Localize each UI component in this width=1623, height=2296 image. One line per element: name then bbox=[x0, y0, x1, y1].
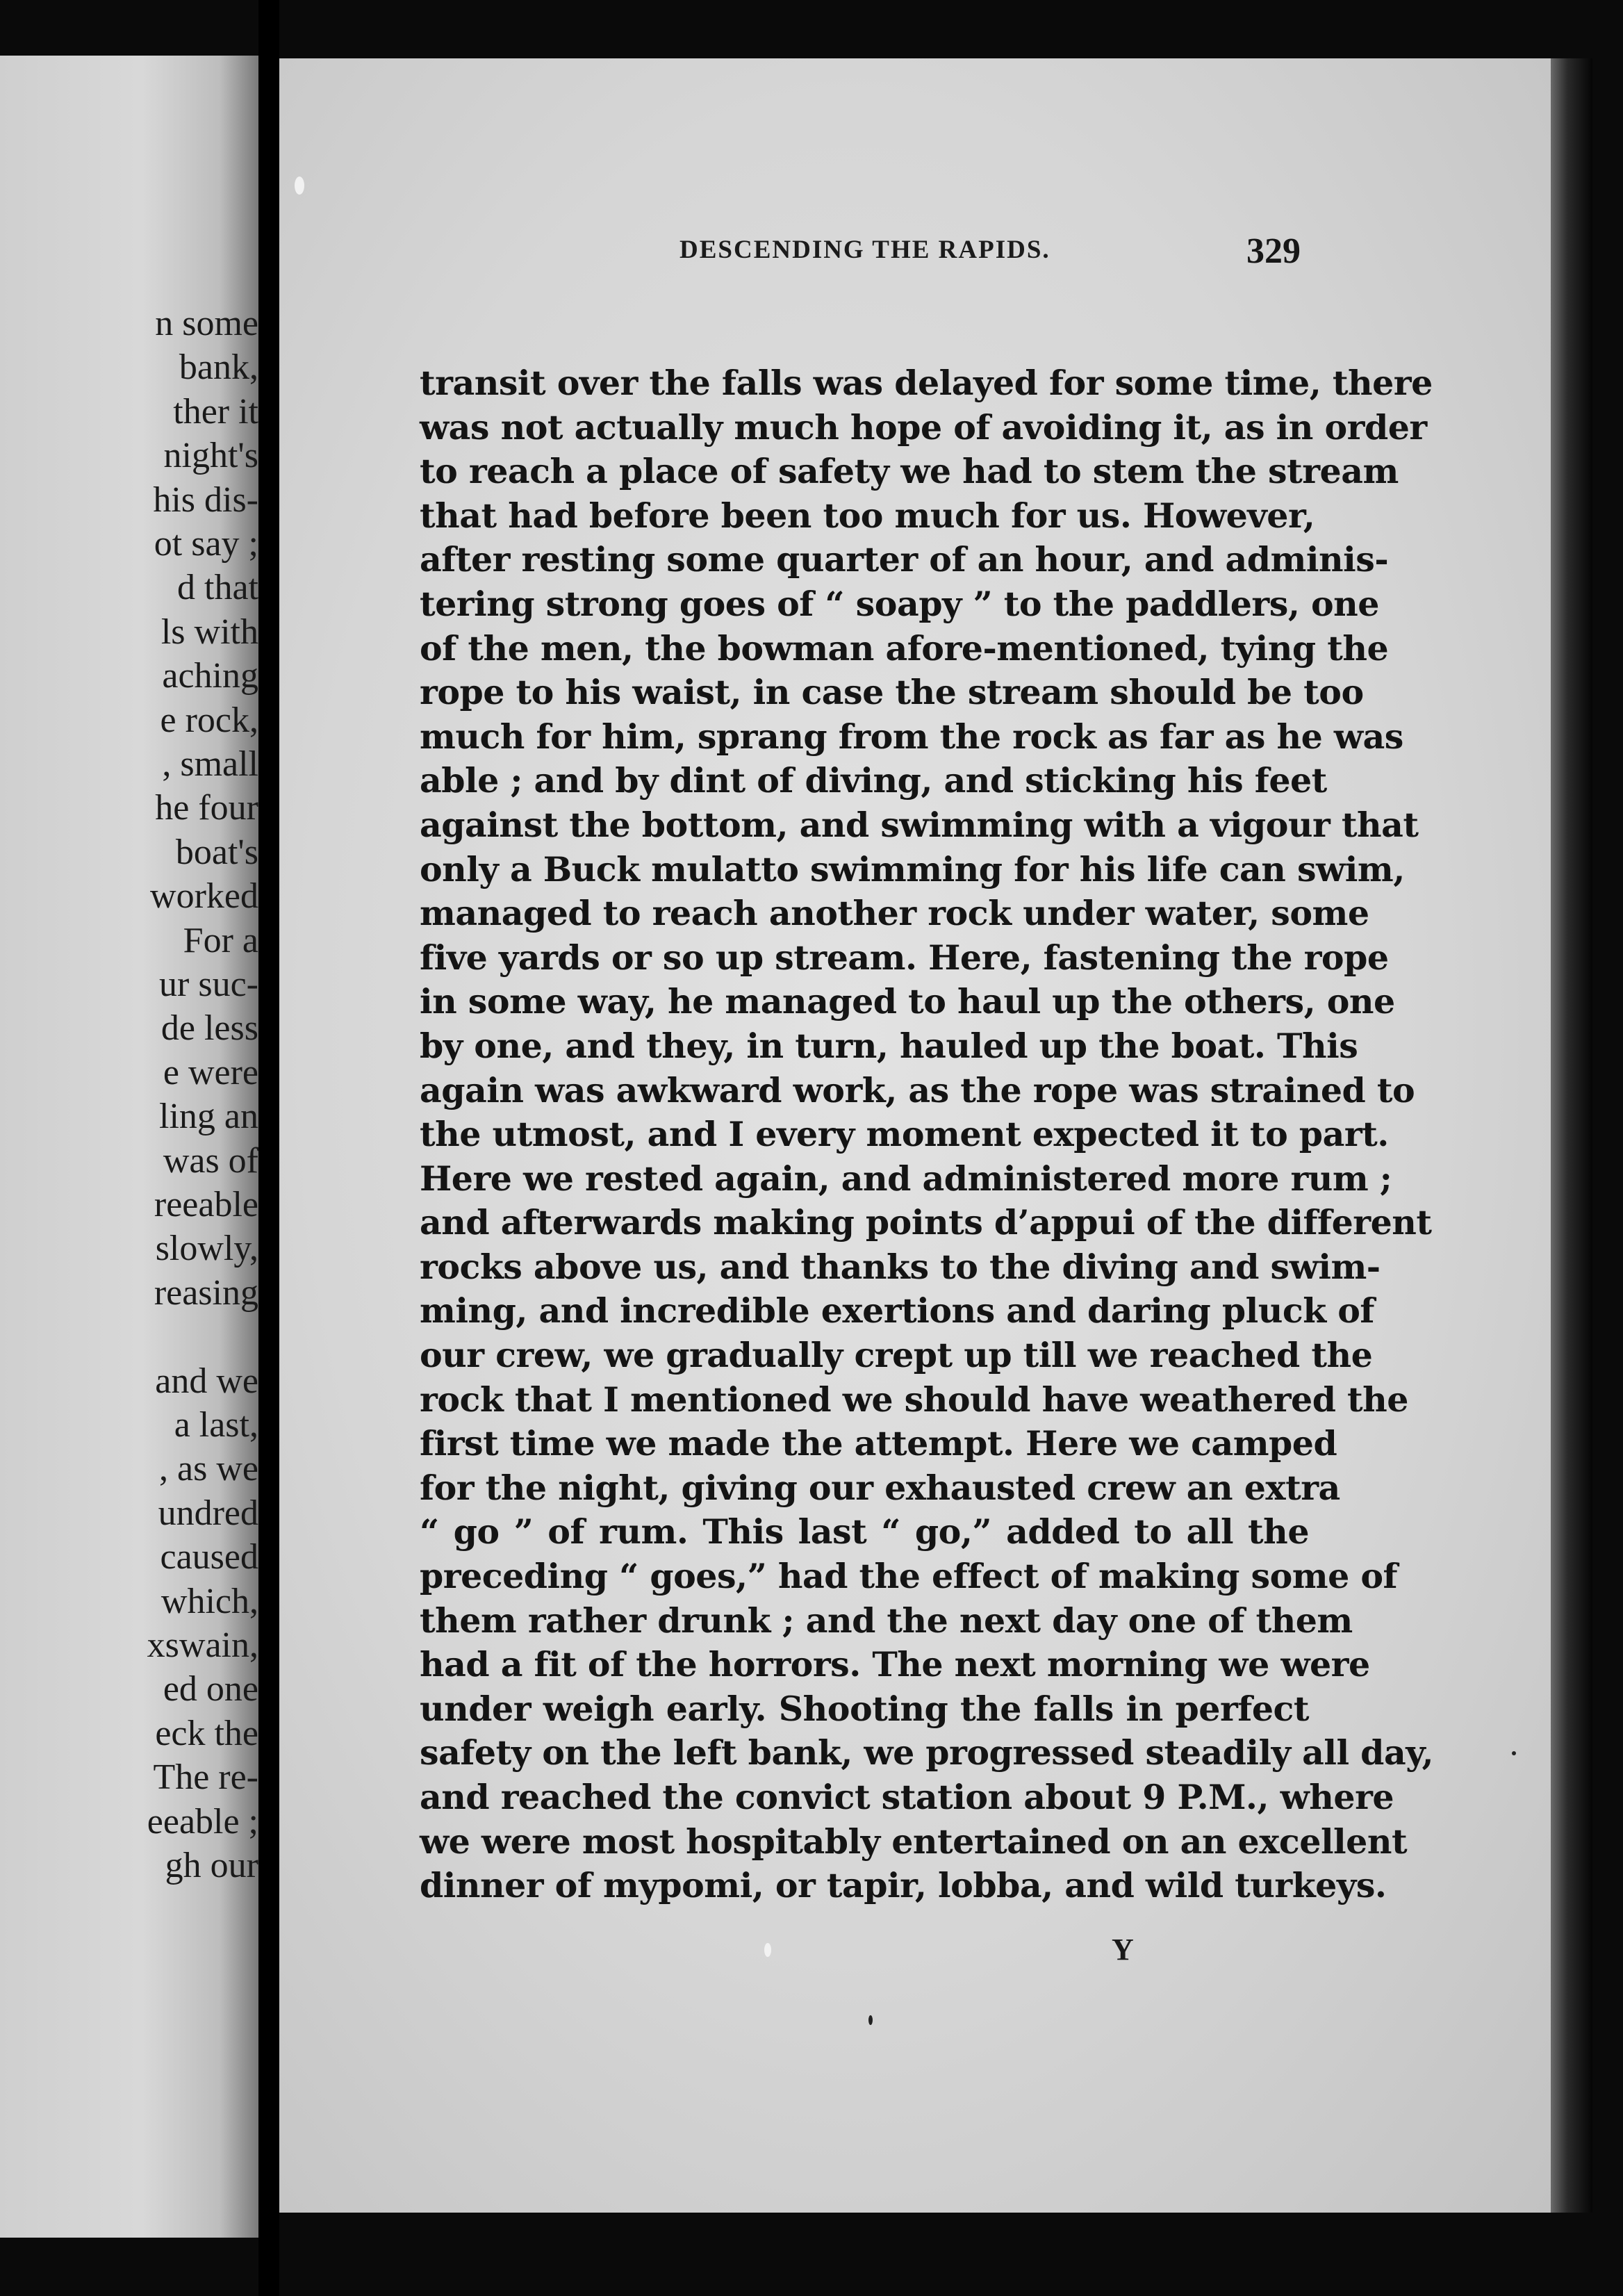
left-page-fragment: d that bbox=[177, 568, 258, 608]
left-page-fragment: which, bbox=[160, 1581, 258, 1621]
right-page-shadow bbox=[1551, 58, 1592, 2213]
body-line: the utmost, and I every moment expected it to part. bbox=[420, 1114, 1389, 1155]
body-line: had a fit of the horrors. The next morning we were bbox=[420, 1644, 1370, 1685]
body-line: dinner of mypomi, or tapir, lobba, and wild turkeys. bbox=[420, 1865, 1387, 1906]
left-page-fragment: ed one bbox=[163, 1669, 258, 1709]
body-line: first time we made the attempt. Here we camped bbox=[420, 1423, 1337, 1464]
left-page-fragment: eck the bbox=[155, 1713, 258, 1753]
left-page-fragment: de less bbox=[160, 1008, 258, 1049]
left-page-fragment: ling an bbox=[159, 1097, 258, 1137]
left-page-fragment: reasing bbox=[154, 1272, 258, 1313]
body-line: managed to reach another rock under water, some bbox=[420, 893, 1369, 934]
body-line: and reached the convict station about 9 P.M., where bbox=[420, 1777, 1394, 1817]
left-page-fragment: he four bbox=[155, 788, 258, 828]
body-line: Here we rested again, and administered more rum ; bbox=[420, 1158, 1392, 1199]
body-line: our crew, we gradually crept up till we reached the bbox=[420, 1335, 1373, 1376]
body-line: after resting some quarter of an hour, and adminis- bbox=[420, 539, 1389, 580]
body-line: able ; and by dint of diving, and sticking his feet bbox=[420, 760, 1327, 801]
body-line: rope to his waist, in case the stream should be too bbox=[420, 672, 1364, 713]
left-page-fragment: slowly, bbox=[155, 1229, 258, 1269]
left-page-fragment: reeable bbox=[154, 1185, 258, 1224]
left-page-fragment: ther it bbox=[173, 391, 258, 432]
body-line: preceding “ goes,” had the effect of making some of bbox=[420, 1556, 1398, 1597]
body-line: safety on the left bank, we progressed steadily all day, bbox=[420, 1732, 1434, 1773]
body-line: was not actually much hope of avoiding it, as in order bbox=[420, 407, 1427, 448]
left-page-fragment: ls with bbox=[160, 612, 258, 652]
body-line: that had before been too much for us. However, bbox=[420, 495, 1315, 536]
left-page-fragment: worked bbox=[150, 876, 258, 917]
left-page-fragment: xswain, bbox=[147, 1625, 258, 1665]
left-page-fragment: e were bbox=[163, 1052, 258, 1092]
body-line: and afterwards making points d’appui of the different bbox=[420, 1202, 1432, 1243]
left-page-fragment: ot say ; bbox=[154, 524, 258, 564]
body-line: “ go ” of rum. This last “ go,” added to all the bbox=[420, 1511, 1309, 1552]
body-line: under weigh early. Shooting the falls in perfect bbox=[420, 1688, 1309, 1729]
scan-speck bbox=[1512, 1751, 1516, 1755]
body-line: rock that I mentioned we should have weathered the bbox=[420, 1379, 1408, 1420]
left-page-fragment: caused bbox=[160, 1537, 258, 1577]
body-line: transit over the falls was delayed for some time, there bbox=[420, 363, 1433, 403]
body-line: rocks above us, and thanks to the diving and swim- bbox=[420, 1246, 1381, 1287]
body-line: of the men, the bowman afore-mentioned, tying the bbox=[420, 628, 1389, 669]
body-line: five yards or so up stream. Here, fastening the rope bbox=[420, 937, 1389, 978]
left-page-fragment: bank, bbox=[179, 347, 258, 388]
left-page-fragment: and we bbox=[155, 1361, 258, 1401]
body-line: against the bottom, and swimming with a vigour that bbox=[420, 804, 1419, 845]
body-line: them rather drunk ; and the next day one of them bbox=[420, 1600, 1353, 1641]
left-page-fragment: night's bbox=[163, 436, 258, 476]
left-page-fragment: aching bbox=[162, 656, 258, 696]
left-page-fragment: his dis- bbox=[153, 479, 258, 520]
body-line: in some way, he managed to haul up the others, one bbox=[420, 981, 1395, 1022]
left-page-fragment: n some bbox=[155, 304, 258, 343]
book-gutter bbox=[258, 0, 279, 2296]
left-page-fragment: a last, bbox=[174, 1405, 258, 1445]
body-line: for the night, giving our exhausted crew an extra bbox=[420, 1467, 1340, 1508]
body-line: much for him, sprang from the rock as far as he was bbox=[420, 716, 1403, 757]
left-page-fragment: was of bbox=[163, 1140, 258, 1181]
body-line: we were most hospitably entertained on an excellent bbox=[420, 1821, 1408, 1862]
left-page-fragment: , as we bbox=[159, 1449, 258, 1489]
scan-speck bbox=[295, 177, 304, 195]
left-page-fragment: undred bbox=[158, 1493, 258, 1533]
left-page-fragment: e rock, bbox=[160, 700, 258, 740]
body-text bbox=[420, 361, 1434, 1908]
body-line: by one, and they, in turn, hauled up the boat. This bbox=[420, 1025, 1358, 1066]
body-line: tering strong goes of “ soapy ” to the paddlers, one bbox=[420, 583, 1379, 624]
body-line: only a Buck mulatto swimming for his life can swim, bbox=[420, 848, 1405, 889]
left-page-fragment: gh our bbox=[165, 1846, 258, 1885]
page-number: 329 bbox=[1246, 231, 1301, 271]
left-page-fragment: ur suc- bbox=[159, 965, 258, 1004]
body-line: ming, and incredible exertions and daring pluck of bbox=[420, 1290, 1374, 1331]
body-line: to reach a place of safety we had to stem the stream bbox=[420, 451, 1399, 492]
left-page-edge bbox=[0, 56, 258, 2238]
body-line: again was awkward work, as the rope was strained to bbox=[420, 1069, 1415, 1110]
left-page-fragment: , small bbox=[162, 744, 258, 784]
running-title: DESCENDING THE RAPIDS. bbox=[679, 236, 1051, 264]
left-page-fragment: boat's bbox=[175, 832, 258, 872]
left-page-fragment: eeable ; bbox=[147, 1801, 258, 1842]
scan-speck bbox=[868, 2015, 873, 2025]
scan-speck bbox=[764, 1943, 771, 1957]
signature-mark: Y bbox=[1112, 1933, 1134, 1967]
left-page-fragment: For a bbox=[183, 920, 258, 960]
running-head bbox=[402, 231, 1305, 279]
left-page-fragment: The re- bbox=[153, 1757, 258, 1798]
